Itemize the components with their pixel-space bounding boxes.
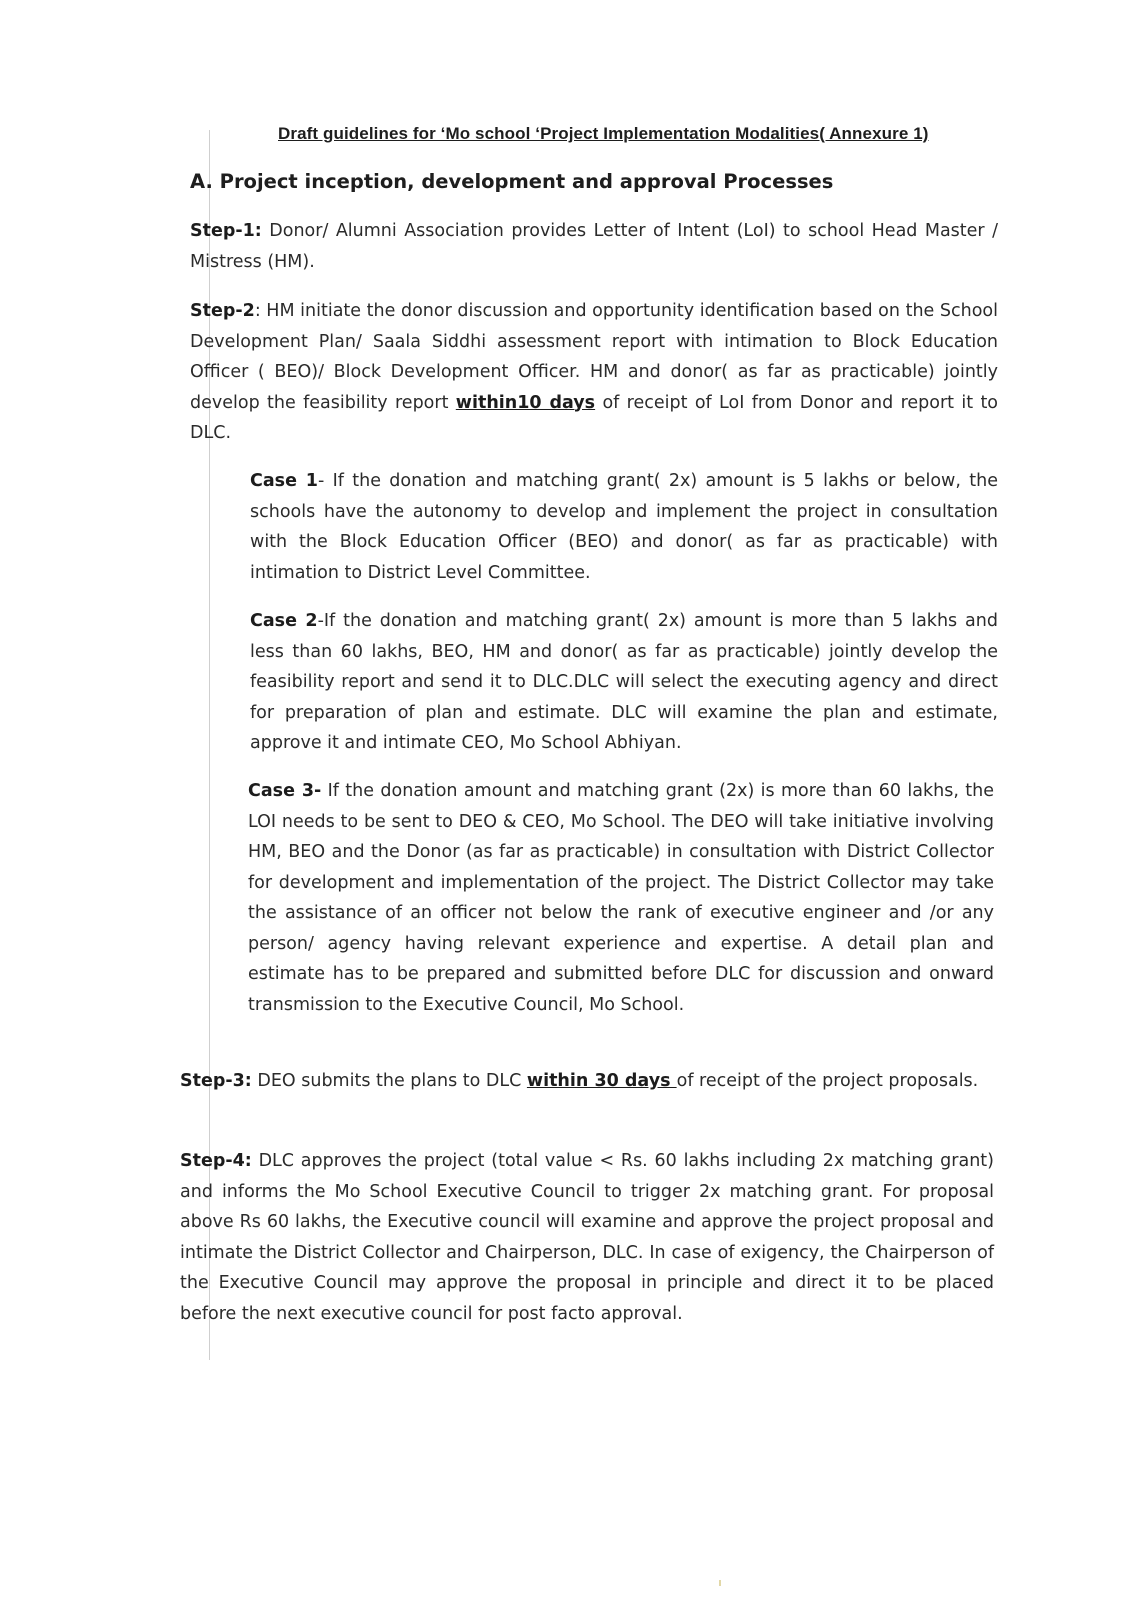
page-title: Draft guidelines for ‘Mo school ‘Project Implementation Modalities( Annexure 1): [278, 124, 929, 143]
case-2-paragraph: [250, 606, 998, 759]
case-3-label: Case 3-: [248, 781, 322, 801]
step-3-label: Step-3:: [180, 1071, 252, 1091]
step-2-paragraph: [190, 296, 998, 449]
case-2-label: Case 2: [250, 611, 318, 631]
step-2-text-before: : HM initiate the donor discussion and opportunity identification based on the School Development Plan/ Saala Siddhi assessment report with intimation to Block Education Officer ( BEO)/ Block Development Officer. HM and donor( as far as practicable) jointly develop the feasibility report: [190, 301, 998, 413]
step-3-text-after: of receipt of the project proposals.: [676, 1071, 979, 1091]
step-1-paragraph: [190, 216, 998, 277]
step-3-deadline: within 30 days: [526, 1071, 677, 1091]
case-1-paragraph: [250, 466, 998, 588]
step-4-text: DLC approves the project (total value < Rs. 60 lakhs including 2x matching grant) and informs the Mo School Executive Council to trigger 2x matching grant. For proposal above Rs 60 lakhs, the Executive council will examine and approve the project proposal and intimate the District Collector and Chairperson, DLC. In case of exigency, the Chairperson of the Executive Council may approve the proposal in principle and direct it to be placed before the next executive council for post facto approval.: [180, 1151, 994, 1324]
step-4-paragraph: [180, 1146, 994, 1329]
section-heading: A. Project inception, development and approval Processes: [190, 170, 834, 193]
case-2-text: -If the donation and matching grant( 2x) amount is more than 5 lakhs and less than 60 lakhs, BEO, HM and donor( as far as practicable) jointly develop the feasibility report and send it to DLC.DLC will select the executing agency and direct for preparation of plan and estimate. DLC will examine the plan and estimate, approve it and intimate CEO, Mo School Abhiyan.: [250, 611, 998, 753]
step-1-text: Donor/ Alumni Association provides Letter of Intent (LoI) to school Head Master / Mistress (HM).: [190, 221, 998, 272]
step-3-paragraph: [180, 1066, 994, 1097]
case-3-text: If the donation amount and matching grant (2x) is more than 60 lakhs, the LOI needs to be sent to DEO & CEO, Mo School. The DEO will take initiative involving HM, BEO and the Donor (as far as practicable) in consultation with District Collector for development and implementation of the project. The District Collector may take the assistance of an officer not below the rank of executive engineer and /or any person/ agency having relevant experience and expertise. A detail plan and estimate has to be prepared and submitted before DLC for discussion and onward transmission to the Executive Council, Mo School.: [248, 781, 994, 1015]
case-1-label: Case 1: [250, 471, 318, 491]
step-3-text-before: DEO submits the plans to DLC: [251, 1071, 527, 1091]
step-1-label: Step-1:: [190, 221, 262, 241]
case-3-paragraph: [248, 776, 994, 1020]
step-2-label: Step-2: [190, 301, 255, 321]
case-1-text: - If the donation and matching grant( 2x) amount is 5 lakhs or below, the schools have the autonomy to develop and implement the project in consultation with the Block Education Officer (BEO) and donor( as far as practicable) with intimation to District Level Committee.: [250, 471, 998, 583]
step-2-deadline: within10 days: [455, 392, 596, 413]
step-2-text-after: of receipt of LoI from Donor and report it to DLC.: [190, 392, 999, 443]
scan-speck: [719, 1580, 721, 1586]
step-4-label: Step-4:: [180, 1151, 252, 1171]
